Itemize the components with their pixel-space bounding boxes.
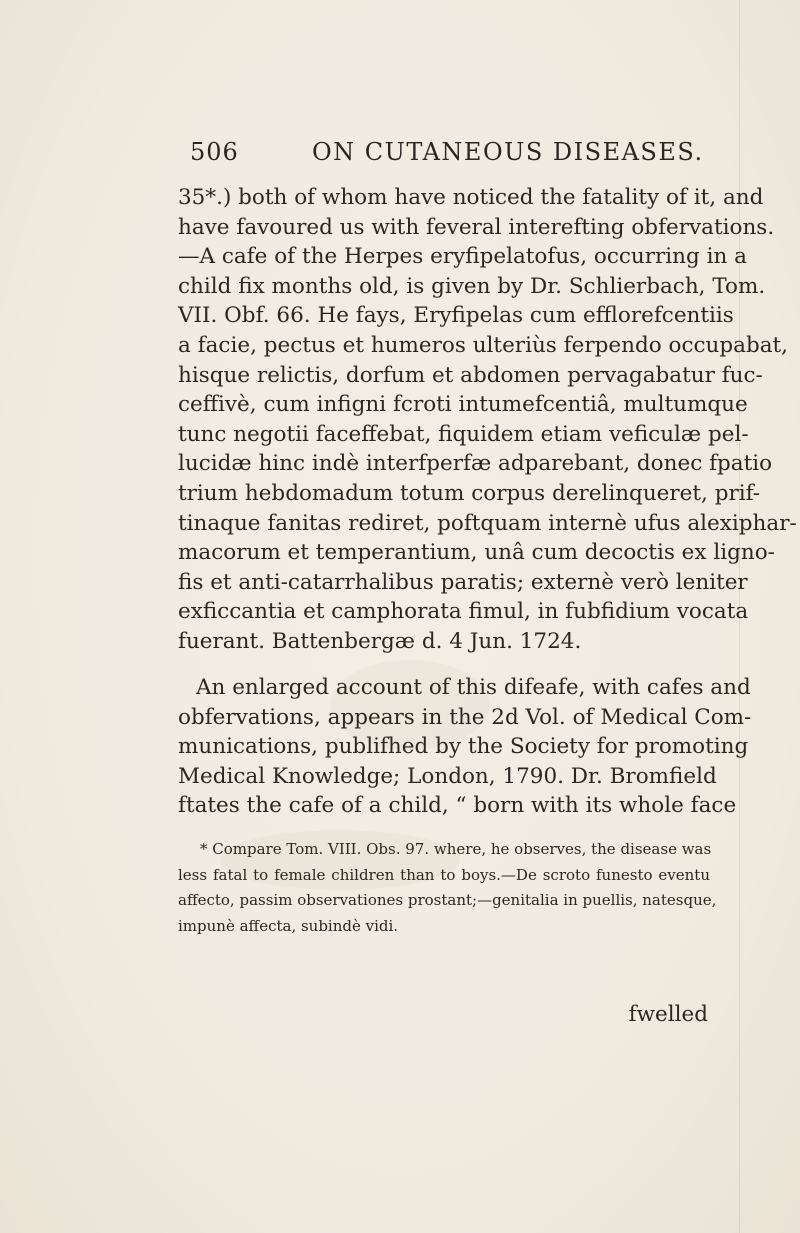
text-line: a facie, pectus et humeros ulteriùs ferpendo occupabat,	[178, 332, 789, 358]
paragraph-2	[178, 673, 752, 821]
footnote-line: * Compare Tom. VIII. Obs. 97. where, he observes, the disease was	[200, 840, 712, 858]
catchword: fwelled	[628, 1002, 708, 1027]
text-line: lucidæ hinc indè interfperfæ adparebant, donec fpatio	[178, 451, 773, 477]
text-line: ceffivè, cum infigni fcroti intumefcentiâ, multumque	[178, 392, 748, 418]
text-line: exficcantia et camphorata fimul, in fubfidium vocata	[178, 599, 749, 625]
text-line: hisque relictis, dorfum et abdomen pervagabatur fuc-	[178, 362, 763, 388]
text-line: macorum et temperantium, unâ cum decoctis ex ligno-	[178, 540, 775, 566]
text-line: ftates the cafe of a child, “ born with its whole face	[178, 793, 737, 819]
running-title: ON CUTANEOUS DISEASES.	[312, 138, 704, 166]
footnote-line: less fatal to female children than to boys.—De scroto funesto eventu	[178, 865, 710, 884]
text-line: fis et anti-catarrhalibus paratis; externè verò leniter	[178, 569, 748, 595]
footnote	[178, 837, 717, 939]
text-line: trium hebdomadum totum corpus derelinqueret, prif-	[178, 480, 761, 506]
paragraph-1	[178, 183, 797, 657]
text-line: tinaque fanitas rediret, poftquam internè ufus alexiphar-	[178, 510, 797, 536]
footnote-line: affecto, passim observationes prostant;—genitalia in puellis, natesque,	[178, 891, 717, 909]
page-header	[190, 138, 704, 178]
text-line: have favoured us with feveral interefting obfervations.	[178, 214, 775, 240]
text-line: 35*.) both of whom have noticed the fatality of it, and	[178, 185, 764, 210]
text-line: An enlarged account of this difeafe, with cafes and	[196, 675, 751, 700]
text-line: munications, publifhed by the Society for promoting	[178, 734, 749, 760]
page-number: 506	[190, 138, 239, 166]
text-line: obfervations, appears in the 2d Vol. of Medical Com-	[178, 704, 752, 730]
text-line: VII. Obf. 66. He fays, Eryfipelas cum efflorefcentiis	[178, 303, 734, 329]
text-line: tunc negotii faceffebat, fiquidem etiam veficulæ pel-	[178, 421, 749, 447]
footnote-line: impunè affecta, subindè vidi.	[178, 916, 399, 935]
text-line: —A cafe of the Herpes eryfipelatofus, occurring in a	[178, 244, 748, 270]
text-line: child fix months old, is given by Dr. Schlierbach, Tom.	[178, 273, 766, 299]
text-line: fuerant. Battenbergæ d. 4 Jun. 1724.	[178, 628, 582, 654]
text-line: Medical Knowledge; London, 1790. Dr. Bromfield	[178, 763, 717, 789]
